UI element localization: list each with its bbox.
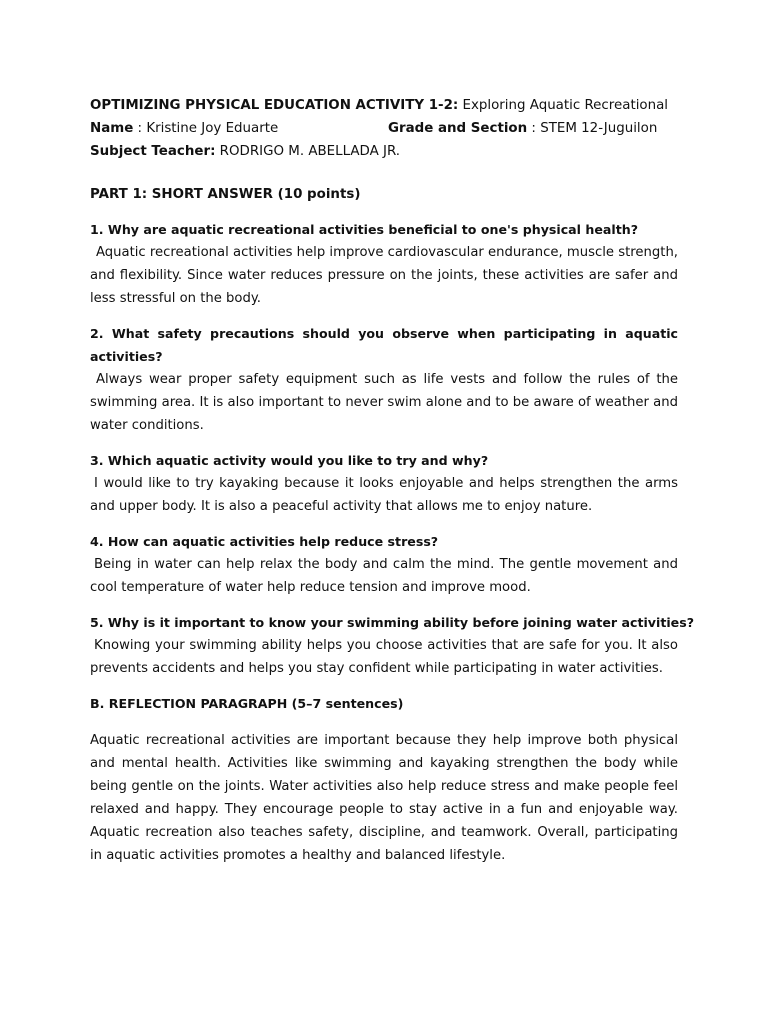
activity-title: Exploring Aquatic Recreational — [458, 98, 669, 113]
activity-label: OPTIMIZING PHYSICAL EDUCATION ACTIVITY 1-2: — [90, 98, 459, 113]
answer-text: Always wear proper safety equipment such as life vests and follow the rules of the swimming area. It is also important to never swim alone and to be aware of weather and water conditions. — [90, 372, 678, 433]
name-field — [90, 117, 278, 140]
reflection-title: B. REFLECTION PARAGRAPH (5–7 sentences) — [90, 696, 404, 711]
answer-text: Aquatic recreational activities help improve cardiovascular endurance, muscle strength, and flexibility. Since water reduces pressure on the joints, these activities are safer and less stressful on the body. — [90, 245, 678, 306]
teacher-value: RODRIGO M. ABELLADA JR. — [215, 144, 401, 159]
grade-separator: : — [527, 121, 541, 136]
question-block-2 — [90, 322, 678, 437]
reflection-paragraph: Aquatic recreational activities are important because they help improve both physical and mental health. Activities like swimming and kayaking strengthen the body while being gentle on the joints. Water activities also help reduce stress and make people feel relaxed and happy. They encourage people to stay active in a fun and enjoyable way. Aquatic recreation also teaches safety, discipline, and teamwork. Overall, participating in aquatic activities promotes a healthy and balanced lifestyle. — [90, 733, 678, 863]
teacher-line — [90, 140, 678, 163]
activity-heading — [90, 94, 678, 117]
document-page — [90, 94, 695, 867]
teacher-label: Subject Teacher: — [90, 144, 216, 159]
question-text: 3. Which aquatic activity would you like to try and why? — [90, 453, 489, 468]
name-label: Name — [90, 121, 134, 136]
part1-title: PART 1: SHORT ANSWER (10 points) — [90, 187, 361, 202]
question-text: 2. What safety precautions should you observe when participating in aquatic activities? — [90, 326, 678, 364]
question-text: 5. Why is it important to know your swimming ability before joining water activities? — [90, 615, 695, 630]
answer-text: I would like to try kayaking because it looks enjoyable and helps strengthen the arms and upper body. It is also a peaceful activity that allows me to enjoy nature. — [90, 476, 678, 514]
question-block-5 — [90, 611, 695, 680]
name-separator: : — [133, 121, 147, 136]
question-text: 4. How can aquatic activities help reduce stress? — [90, 534, 439, 549]
grade-section-field — [388, 117, 657, 140]
answer-text: Knowing your swimming ability helps you choose activities that are safe for you. It also prevents accidents and helps you stay confident while participating in water activities. — [90, 638, 678, 676]
name-value: Kristine Joy Eduarte — [146, 121, 279, 136]
question-block-1 — [90, 218, 678, 310]
question-block-3 — [90, 449, 678, 518]
grade-value: STEM 12-Juguilon — [540, 121, 658, 136]
question-text: 1. Why are aquatic recreational activities beneficial to one's physical health? — [90, 222, 639, 237]
name-grade-line — [90, 117, 678, 140]
answer-text: Being in water can help relax the body and calm the mind. The gentle movement and cool temperature of water help reduce tension and improve mood. — [90, 557, 678, 595]
question-block-4 — [90, 530, 678, 599]
grade-label: Grade and Section — [388, 121, 528, 136]
